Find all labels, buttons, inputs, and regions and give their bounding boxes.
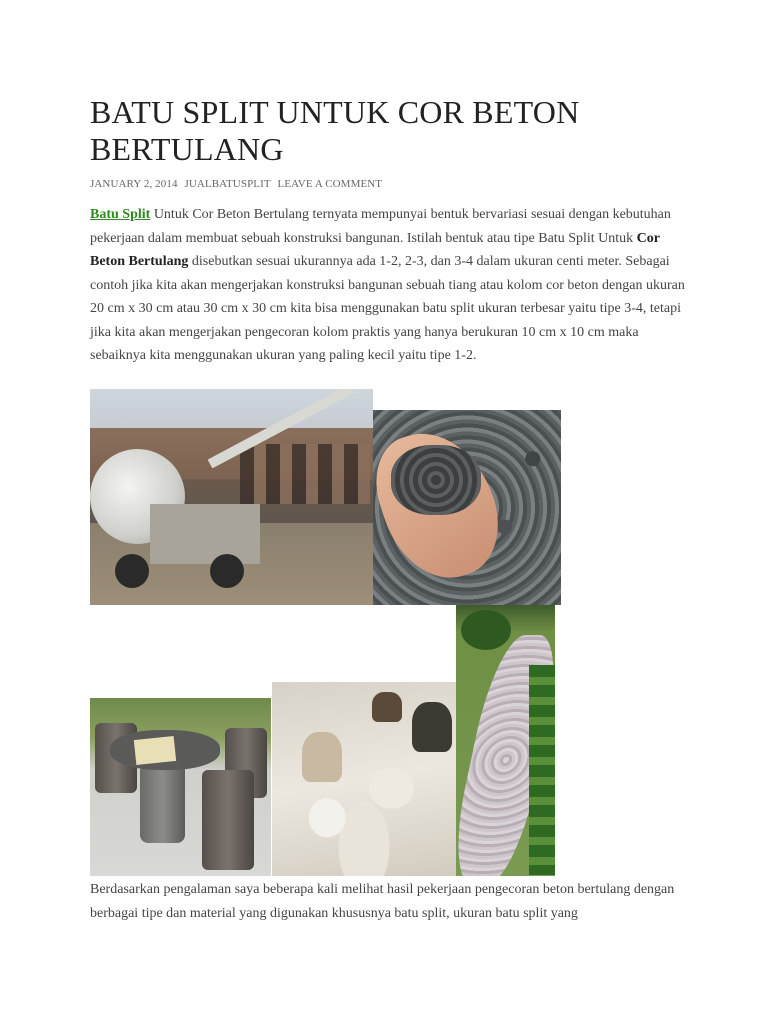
pebble-garden-path-photo [456, 605, 555, 876]
intro-paragraph [90, 203, 690, 368]
stone-table-stools-photo [90, 698, 271, 876]
gravel-in-hand-photo [373, 410, 561, 605]
batu-split-link[interactable]: Batu Split [90, 207, 151, 222]
stone-carving-workers-photo [272, 682, 456, 876]
leave-comment-link[interactable]: LEAVE A COMMENT [277, 178, 383, 190]
second-paragraph: Berdasarkan pengalaman saya beberapa kali melihat hasil pekerjaan pengecoran beton bertulang dengan berbagai tipe dan material yang digunakan khususnya batu split, ukuran batu split yang [90, 882, 675, 921]
post-meta [90, 178, 386, 190]
article-title [90, 94, 690, 168]
concrete-truck-photo [90, 389, 373, 605]
intro-text-a: Untuk Cor Beton Bertulang ternyata mempunyai bentuk bervariasi sesuai dengan kebutuhan pekerjaan dalam membuat sebuah konstruksi bangunan. Istilah bentuk atau tipe Batu Split Untuk [90, 207, 671, 246]
post-date[interactable]: JANUARY 2, 2014 [90, 178, 178, 190]
post-author[interactable]: JUALBATUSPLIT [184, 178, 271, 190]
article-title-line1: BATU SPLIT UNTUK COR BETON [90, 94, 580, 130]
article-title-line2: BERTULANG [90, 131, 284, 167]
intro-text-b: disebutkan sesuai ukurannya ada 1-2, 2-3, dan 3-4 dalam ukuran centi meter. Sebagai contoh jika kita akan mengerjakan konstruksi bangunan sebuah tiang atau kolom cor beton dengan ukuran 20 cm x 30 cm atau 30 cm x 30 cm kita bisa menggunakan batu split ukuran terbesar yaitu tipe 3-4, tetapi jika kita akan mengerjakan pengecoran kolom praktis yang hanya berukuran 10 cm x 10 cm maka sebaiknya kita menggunakan ukuran yang paling kecil yaitu tipe 1-2. [90, 254, 685, 363]
intro-bold-keyword: Cor Beton Bertulang [90, 230, 660, 269]
